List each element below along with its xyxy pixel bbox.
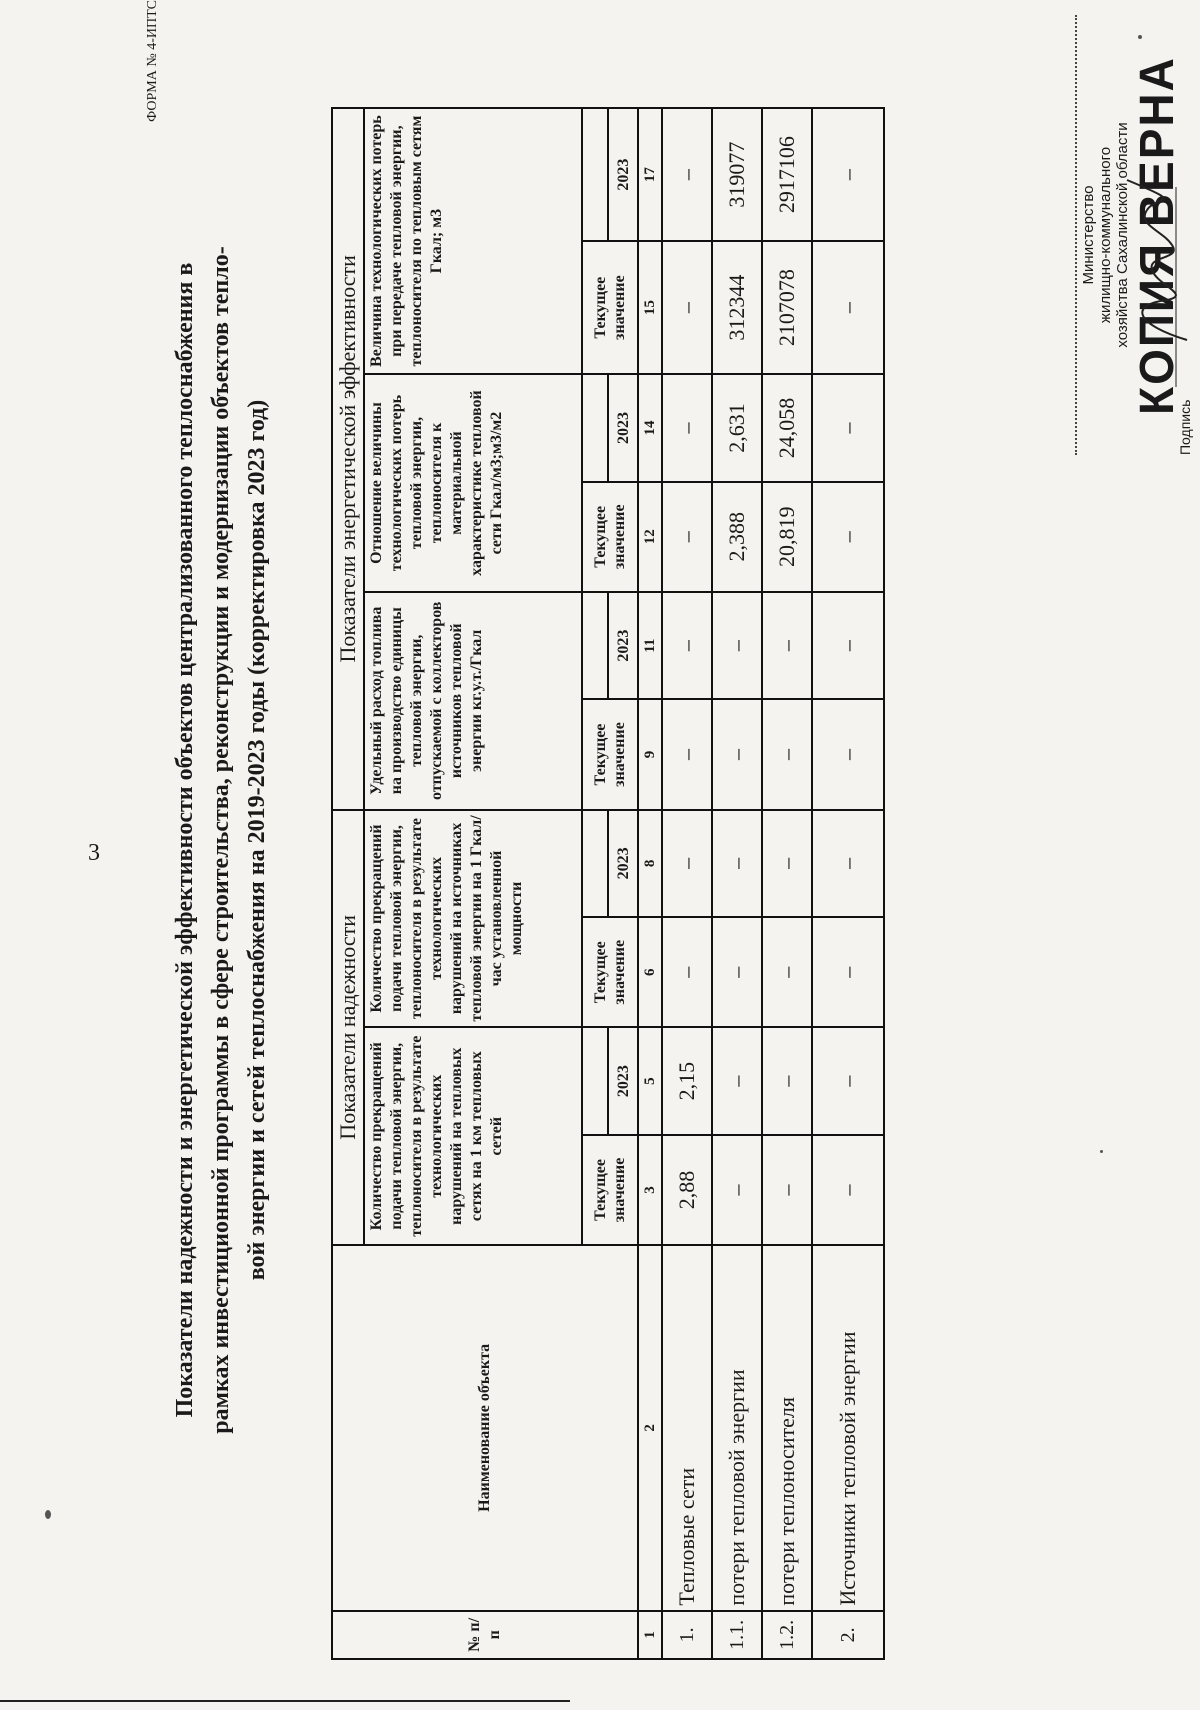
indicator-value: –	[662, 108, 712, 241]
indicators-table	[331, 107, 885, 1660]
table-row	[762, 108, 812, 1659]
indicator-value: –	[762, 1135, 812, 1245]
sub-current: Текущее значение	[582, 241, 638, 374]
indicator-value: –	[662, 917, 712, 1027]
rotated-page-content	[145, 0, 1200, 1660]
indicator-network-outages: Количество прекращений подачи тепловой энергии, теплоносителя в результате технологических нарушений на тепловых сетях на 1 км тепловых сетей	[364, 1027, 582, 1245]
indicator-value: 20,819	[762, 482, 812, 592]
page-number: 3	[88, 840, 100, 866]
page-bottom-line	[0, 1700, 570, 1702]
indicator-value: 2107078	[762, 241, 812, 374]
sub-year: 2023	[608, 592, 638, 700]
column-number: 5	[638, 1027, 662, 1135]
indicator-value: –	[712, 1135, 762, 1245]
indicator-value: –	[712, 592, 762, 700]
column-number: 2	[638, 1245, 662, 1611]
scan-speck	[45, 1510, 51, 1519]
stamp-copy-verified: КОПИЯ ВЕРНА	[1128, 56, 1184, 415]
indicator-value: 319077	[712, 108, 762, 241]
object-name: потери тепловой энергии	[712, 1245, 762, 1611]
sub-target-empty	[582, 374, 608, 482]
indicator-value: –	[812, 482, 884, 592]
document-title	[167, 80, 275, 1600]
indicator-value: 2,388	[712, 482, 762, 592]
header-name: Наименование объекта	[332, 1245, 638, 1611]
indicator-value: –	[662, 699, 712, 809]
column-number: 15	[638, 241, 662, 374]
column-number: 9	[638, 699, 662, 809]
indicator-value: 2917106	[762, 108, 812, 241]
indicator-value: 2,15	[662, 1027, 712, 1135]
object-name: Источники тепловой энергии	[812, 1245, 884, 1611]
group-efficiency: Показатели энергетической эффективности	[332, 108, 364, 810]
row-number: 2.	[812, 1611, 884, 1659]
certification-stamp	[1075, 15, 1200, 455]
indicator-value: –	[762, 810, 812, 918]
column-number: 11	[638, 592, 662, 700]
sub-target-empty	[582, 1027, 608, 1135]
indicator-value: 2,88	[662, 1135, 712, 1245]
column-number: 17	[638, 108, 662, 241]
indicator-value: –	[662, 592, 712, 700]
indicator-value: –	[762, 592, 812, 700]
indicator-fuel-rate: Удельный расход топлива на производство единицы тепловой энергии, отпускаемой с коллекторов источников тепловой энергии кг.у.т./Гкал	[364, 592, 582, 810]
indicator-value: 312344	[712, 241, 762, 374]
indicator-value: –	[812, 1027, 884, 1135]
column-number: 6	[638, 917, 662, 1027]
sub-current: Текущее значение	[582, 1135, 638, 1245]
stamp-signature-label: Подпись	[1177, 399, 1193, 455]
indicator-value: –	[662, 374, 712, 482]
row-number: 1.	[662, 1611, 712, 1659]
title-line-2: рамках инвестиционной программы в сфере строительства, реконструкции и модернизации объектов тепло-	[208, 246, 234, 1434]
indicator-value: –	[762, 699, 812, 809]
indicator-value: –	[712, 810, 762, 918]
table-row	[812, 108, 884, 1659]
indicator-value: –	[812, 592, 884, 700]
table-row	[662, 108, 712, 1659]
sub-year: 2023	[608, 810, 638, 918]
sub-target-empty	[582, 810, 608, 918]
object-name: Тепловые сети	[662, 1245, 712, 1611]
column-number-row	[638, 108, 662, 1659]
header-no: № п/п	[332, 1611, 638, 1659]
sub-current: Текущее значение	[582, 482, 638, 592]
indicator-value: –	[712, 917, 762, 1027]
sub-target-empty	[582, 108, 608, 241]
indicator-value: –	[662, 810, 712, 918]
indicator-losses: Величина технологических потерь при передаче тепловой энергии, теплоносителя по тепловым сетям Гкал; м3	[364, 108, 582, 374]
title-line-1: Показатели надежности и энергетической эффективности объектов централизованного теплоснабжения в	[172, 262, 198, 1418]
indicator-value: –	[762, 1027, 812, 1135]
stamp-org-line: Министерство	[1080, 185, 1097, 285]
title-line-3: вой энергии и сетей теплоснабжения на 2019-2023 годы (корректировка 2023 год)	[244, 399, 270, 1281]
indicator-value: –	[812, 374, 884, 482]
sub-target-empty	[582, 592, 608, 700]
table-row	[712, 108, 762, 1659]
indicator-value: –	[662, 482, 712, 592]
indicator-value: –	[812, 917, 884, 1027]
column-number: 8	[638, 810, 662, 918]
sub-year: 2023	[608, 374, 638, 482]
indicator-loss-ratio: Отношение величины технологических потерь тепловой энергии, теплоносителя к материальной характеристике тепловой сети Гкал/м3;м3/м2	[364, 374, 582, 592]
column-number: 1	[638, 1611, 662, 1659]
sub-current: Текущее значение	[582, 917, 638, 1027]
column-number: 12	[638, 482, 662, 592]
indicator-value: –	[762, 917, 812, 1027]
form-code: ФОРМА № 4-ИПТС	[145, 0, 160, 122]
sub-current: Текущее значение	[582, 699, 638, 809]
sub-year: 2023	[608, 1027, 638, 1135]
indicator-value: –	[812, 108, 884, 241]
column-number: 3	[638, 1135, 662, 1245]
indicator-value: 24,058	[762, 374, 812, 482]
stamp-org-line: хозяйства Сахалинской области	[1114, 122, 1131, 348]
group-reliability: Показатели надежности	[332, 810, 364, 1245]
indicator-source-outages: Количество прекращений подачи тепловой энергии, теплоносителя в результате технологических нарушений на источниках тепловой энергии на 1 Гкал/час установленной мощности	[364, 810, 582, 1028]
indicator-value: –	[812, 810, 884, 918]
indicator-value: –	[812, 1135, 884, 1245]
indicator-value: –	[712, 699, 762, 809]
indicator-value: –	[812, 699, 884, 809]
indicator-value: –	[662, 241, 712, 374]
handwritten-signature	[1117, 175, 1197, 345]
object-name: потери теплоносителя	[762, 1245, 812, 1611]
indicator-value: 2,631	[712, 374, 762, 482]
row-number: 1.2.	[762, 1611, 812, 1659]
row-number: 1.1.	[712, 1611, 762, 1659]
sub-year: 2023	[608, 108, 638, 241]
stamp-org-line: жилищно-коммунального	[1097, 146, 1114, 324]
indicator-value: –	[712, 1027, 762, 1135]
indicator-value: –	[812, 241, 884, 374]
column-number: 14	[638, 374, 662, 482]
